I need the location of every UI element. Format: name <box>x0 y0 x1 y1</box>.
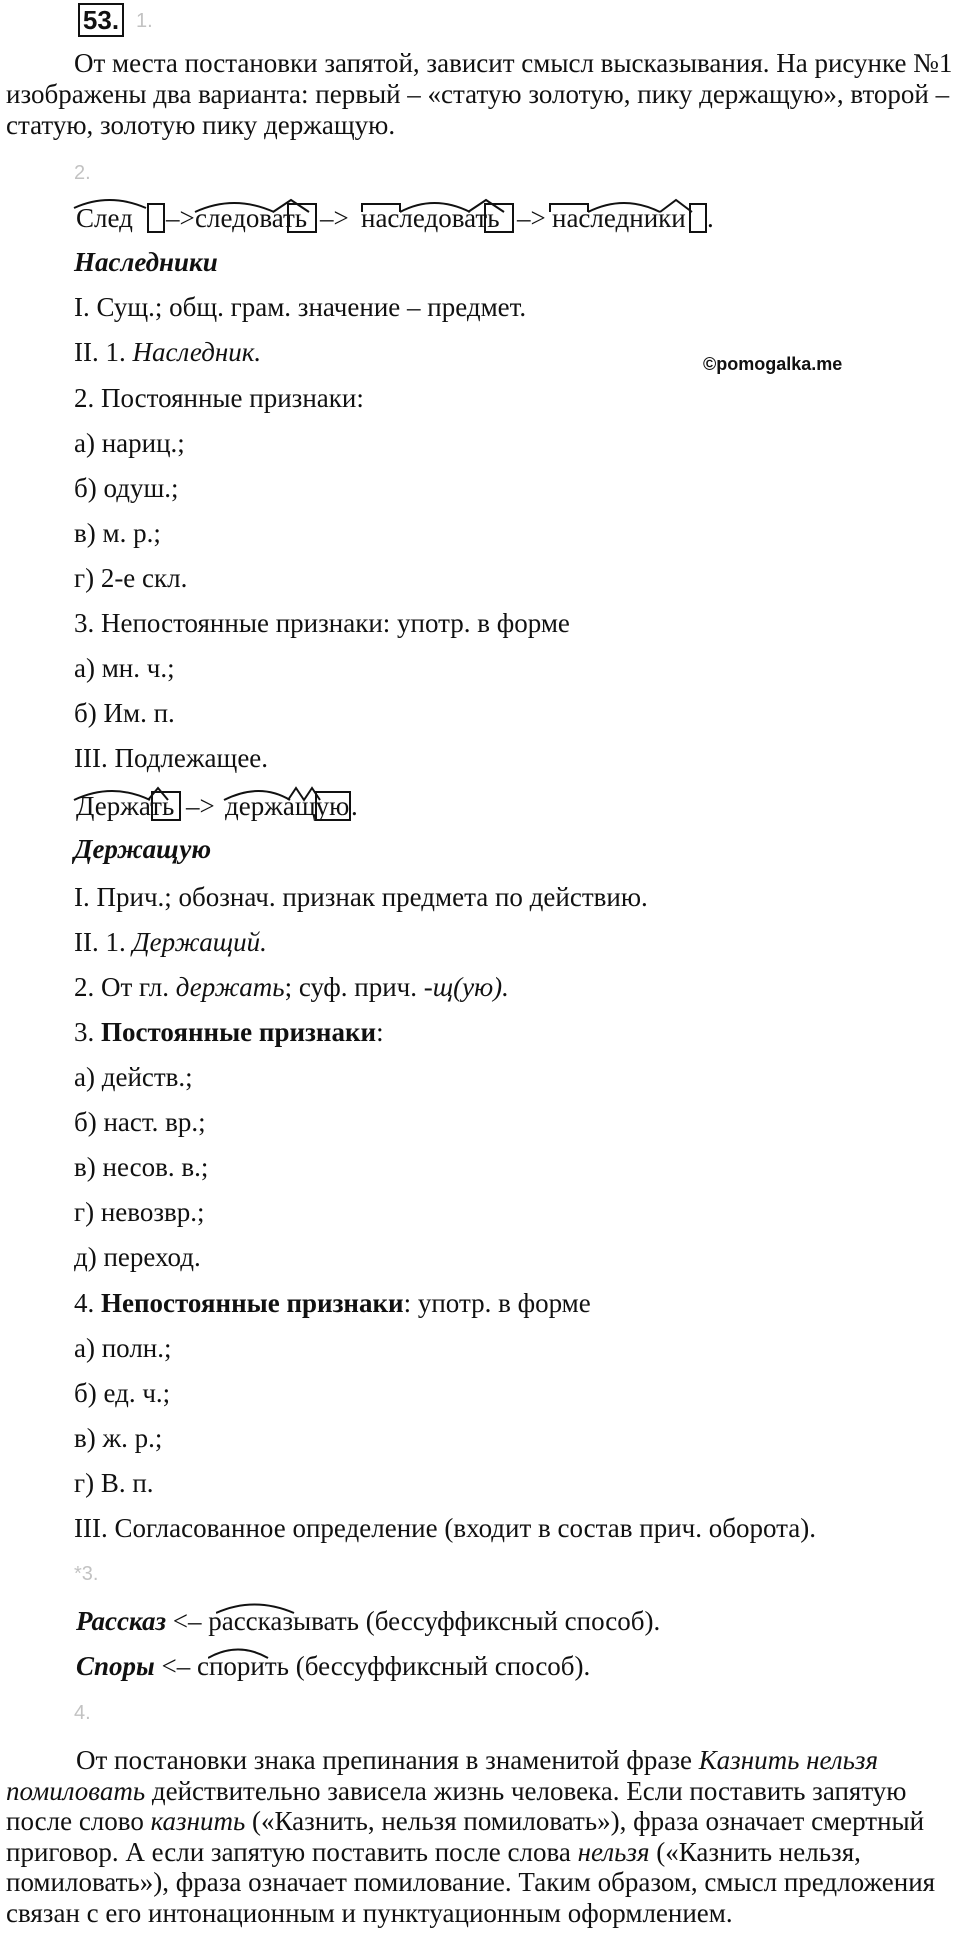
source-word: спорить <box>197 1651 289 1681</box>
word1-line: б) Им. п. <box>74 698 175 728</box>
word2-role: III. Согласованное определение (входит в состав прич. оборота). <box>74 1513 816 1543</box>
word1-heading: Наследники <box>74 247 218 277</box>
word2-feature: б) ед. ч.; <box>74 1378 171 1408</box>
word2-line: I. Прич.; обознач. признак предмета по действию. <box>74 882 648 912</box>
word2-feature: а) действ.; <box>74 1062 193 1092</box>
root-arc <box>216 1600 326 1614</box>
word2-feature: в) ж. р.; <box>74 1423 163 1453</box>
word1-line: 2. Постоянные признаки: <box>74 383 364 413</box>
word2-heading: Держащую <box>74 834 212 864</box>
task1-marker: 1. <box>136 10 153 32</box>
chain-period: . <box>351 791 358 821</box>
morpheme-chain-2 <box>74 786 474 826</box>
chain-period: . <box>707 203 714 233</box>
word2-feature: б) наст. вр.; <box>74 1107 206 1137</box>
word2-feature: г) В. п. <box>74 1468 154 1498</box>
word1-line: в) м. р.; <box>74 518 161 548</box>
chain-arrow: –> <box>166 203 195 233</box>
word1-line: III. Подлежащее. <box>74 743 269 773</box>
task3-row-1: Рассказ <– рассказывать (бессуффиксный способ). <box>76 1606 661 1636</box>
task3-marker: *3. <box>74 1563 99 1585</box>
word2-line: 2. От гл. держать; суф. прич. -щ(ую). <box>74 972 509 1002</box>
task4-marker: 4. <box>74 1702 91 1724</box>
chain-arrow: –> <box>320 203 349 233</box>
word1-line: II. 1. Наследник. <box>74 337 262 367</box>
word1-line: а) мн. ч.; <box>74 653 175 683</box>
task2-marker: 2. <box>74 162 91 184</box>
chain-word: следовать <box>195 203 308 233</box>
word1-line: 3. Непостоянные признаки: употр. в форме <box>74 608 570 638</box>
word2-line: 3. Постоянные признаки: <box>74 1017 384 1047</box>
chain-word: держащую <box>225 791 350 821</box>
morpheme-chain-1 <box>74 198 834 238</box>
chain-word: След <box>76 203 133 233</box>
word1-initial-form: Наследник. <box>132 337 262 367</box>
root-arc <box>208 1645 278 1659</box>
chain-arrow: –> <box>186 791 215 821</box>
source-word: рассказывать <box>208 1606 359 1636</box>
word2-feature: г) невозвр.; <box>74 1197 205 1227</box>
task3-row-2: Споры <– спорить (бессуффиксный способ). <box>76 1651 591 1681</box>
word1-line: а) нариц.; <box>74 428 185 458</box>
ending-box <box>148 204 164 232</box>
chain-word: наследовать <box>361 203 500 233</box>
task1-paragraph: От места постановки запятой, зависит смысл высказывания. На рисунке №1 изображены два варианта: первый – «статую золотую, пику держащую», второй – статую, золотую пику держащую. <box>6 48 953 140</box>
word1-line: I. Сущ.; общ. грам. значение – предмет. <box>74 292 527 322</box>
word1-line: б) одуш.; <box>74 473 179 503</box>
word2-feature: в) несов. в.; <box>74 1152 209 1182</box>
watermark: ©pomogalka.me <box>703 354 843 374</box>
task4-paragraph: От постановки знака препинания в знаменитой фразе Казнить нельзя помиловать действительно зависела жизнь человека. Если поставить запятую после слово казнить («Казнить, нельзя помиловать»), фраза означает смертный приговор. А если запятую поставить после слова нельзя («Казнить нельзя, помиловать»), фраза означает помилование. Таким образом, смысл предложения связан с его интонационным и пунктуационным оформлением. <box>6 1745 936 1928</box>
word2-feature: д) переход. <box>74 1242 201 1272</box>
chain-arrow: –> <box>517 203 546 233</box>
word2-feature: а) полн.; <box>74 1333 172 1363</box>
word2-line: II. 1. Держащий. <box>74 927 267 957</box>
chain-word: наследники <box>552 203 686 233</box>
ending-box <box>690 204 706 232</box>
word2-line: 4. Непостоянные признаки: употр. в форме <box>74 1288 591 1318</box>
word1-line: г) 2-е скл. <box>74 563 188 593</box>
exercise-number: 53. <box>78 3 124 37</box>
chain-word: Держать <box>76 791 175 821</box>
